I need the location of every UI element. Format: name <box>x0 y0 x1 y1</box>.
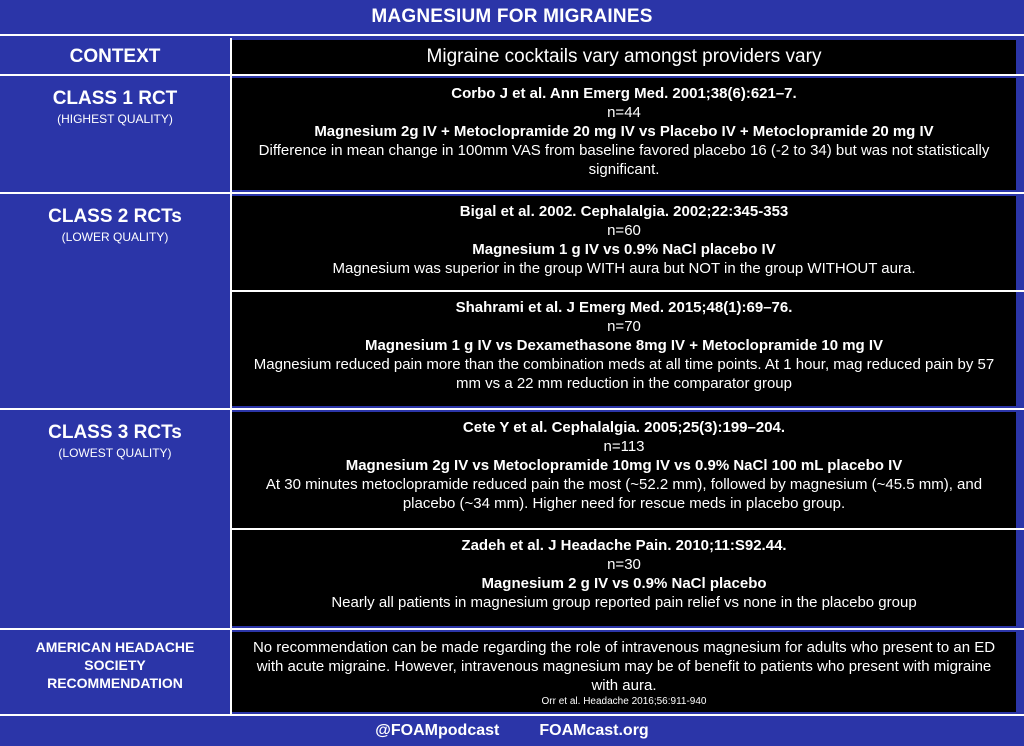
study-shahrami <box>232 292 1016 406</box>
divider <box>230 290 1024 292</box>
study-comparison: Magnesium 2g IV vs Metoclopramide 10mg IV vs 0.9% NaCl 100 mL placebo IV <box>345 457 903 474</box>
class3-label: CLASS 3 RCTs (LOWEST QUALITY) <box>48 422 182 460</box>
context-text: Migraine cocktails vary amongst providers vary <box>232 40 1016 74</box>
divider <box>0 408 1024 410</box>
study-citation: Corbo J et al. Ann Emerg Med. 2001;38(6):621–7. <box>451 85 797 102</box>
study-citation: Shahrami et al. J Emerg Med. 2015;48(1):69–76. <box>455 299 793 316</box>
study-cete <box>232 412 1016 528</box>
recommendation-label: AMERICAN HEADACHE SOCIETY RECOMMENDATION <box>35 639 195 691</box>
recommendation-text: No recommendation can be made regarding the role of intravenous magnesium for adults who present to an ED with acute migraine. However, intravenous magnesium may be of benefit to patients who present with migraine with aura. <box>252 639 996 694</box>
study-citation: Zadeh et al. J Headache Pain. 2010;11:S92.44. <box>461 537 787 554</box>
recommendation-row <box>0 630 1024 714</box>
divider <box>230 528 1024 530</box>
class2-row <box>0 194 1024 408</box>
study-citation: Cete Y et al. Cephalalgia. 2005;25(3):199–204. <box>462 419 786 436</box>
footer <box>0 716 1024 746</box>
study-citation: Bigal et al. 2002. Cephalalgia. 2002;22:345-353 <box>459 203 789 220</box>
divider <box>0 628 1024 630</box>
divider <box>0 192 1024 194</box>
divider <box>0 74 1024 76</box>
context-row <box>0 38 1024 74</box>
study-zadeh <box>232 530 1016 626</box>
recommendation-reference: Orr et al. Headache 2016;56:911-940 <box>541 696 707 707</box>
study-result: Difference in mean change in 100mm VAS from baseline favored placebo 16 (-2 to 34) but was not statistically significant. <box>258 142 990 178</box>
divider <box>230 38 232 714</box>
study-corbo <box>232 78 1016 190</box>
study-result: Magnesium reduced pain more than the combination meds at all time points. At 1 hour, mag reduced pain by 57 mm vs a 22 mm reduction in the comparator group <box>253 356 995 392</box>
study-n: n=60 <box>607 222 641 239</box>
study-comparison: Magnesium 1 g IV vs 0.9% NaCl placebo IV <box>472 241 776 258</box>
study-result: Magnesium was superior in the group WITH aura but NOT in the group WITHOUT aura. <box>332 260 916 277</box>
recommendation-body <box>232 632 1016 712</box>
page-title: MAGNESIUM FOR MIGRAINES <box>0 0 1024 36</box>
context-label: CONTEXT <box>69 46 161 67</box>
study-comparison: Magnesium 1 g IV vs Dexamethasone 8mg IV + Metoclopramide 10 mg IV <box>364 337 884 354</box>
study-result: At 30 minutes metoclopramide reduced pain the most (~52.2 mm), followed by magnesium (~45.5 mm), and placebo (~34 mm). Higher need for rescue meds in placebo group. <box>265 476 983 512</box>
study-n: n=70 <box>607 318 641 335</box>
class1-label: CLASS 1 RCT (HIGHEST QUALITY) <box>52 88 178 126</box>
study-comparison: Magnesium 2g IV + Metoclopramide 20 mg IV vs Placebo IV + Metoclopramide 20 mg IV <box>314 123 934 140</box>
footer-site[interactable]: FOAMcast.org <box>539 722 649 739</box>
class2-label: CLASS 2 RCTs (LOWER QUALITY) <box>48 206 182 244</box>
study-n: n=30 <box>607 556 641 573</box>
study-n: n=44 <box>607 104 641 121</box>
class3-row <box>0 410 1024 628</box>
study-result: Nearly all patients in magnesium group reported pain relief vs none in the placebo group <box>331 594 917 611</box>
study-bigal <box>232 196 1016 290</box>
class1-row <box>0 76 1024 192</box>
study-n: n=113 <box>603 438 645 455</box>
footer-handle[interactable]: @FOAMpodcast <box>375 722 500 739</box>
study-comparison: Magnesium 2 g IV vs 0.9% NaCl placebo <box>481 575 767 592</box>
